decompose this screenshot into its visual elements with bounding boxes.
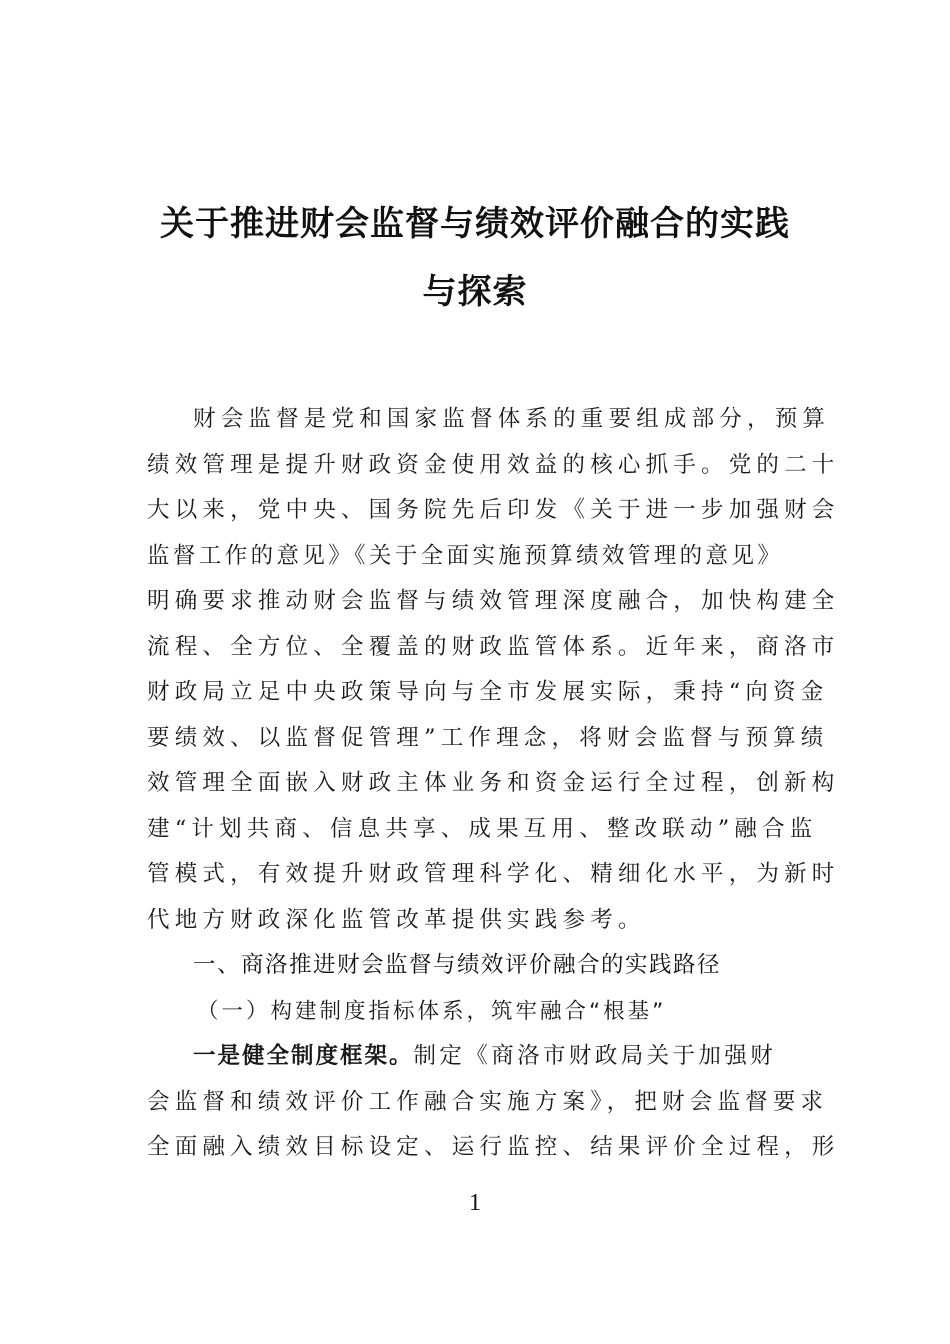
document-body	[147, 397, 840, 1171]
paragraph-2-line	[147, 1034, 817, 1080]
paragraph-1-line: 监督工作的意见》《关于全面实施预算绩效管理的意见》	[147, 542, 784, 569]
paragraph-1-line: 管模式，有效提升财政管理科学化、精细化水平，为新时	[147, 861, 840, 887]
paragraph-1-line: 绩效管理是提升财政资金使用效益的核心抓手。党的二十	[147, 451, 840, 478]
paragraph-2-lead: 一是健全制度框架。	[193, 1043, 414, 1069]
paragraph-1-line: 建“计划共商、信息共享、成果互用、整改联动”融合监	[147, 815, 818, 842]
section-heading-2: （一）构建制度指标体系，筑牢融合“根基”	[197, 998, 667, 1024]
paragraph-2-line: 会监督和绩效评价工作融合实施方案》，把财会监督要求	[147, 1088, 829, 1115]
document-title-line-2: 与探索	[422, 272, 528, 312]
paragraph-1-line: 流程、全方位、全覆盖的财政监管体系。近年来，商洛市	[147, 633, 840, 660]
document-title-line-1: 关于推进财会监督与绩效评价融合的实践	[160, 204, 790, 244]
paragraph-1-line: 财政局立足中央政策导向与全市发展实际，秉持“向资金	[147, 679, 829, 705]
paragraph-2-line: 全面融入绩效目标设定、运行监控、结果评价全过程，形	[147, 1134, 840, 1160]
paragraph-2-line-1-text: 制定《商洛市财政局关于加强财	[413, 1043, 777, 1069]
paragraph-1-line: 财会监督是党和国家监督体系的重要组成部分，预算	[193, 406, 831, 432]
paragraph-1-line: 明确要求推动财会监督与绩效管理深度融合，加快构建全	[147, 588, 840, 614]
page-number: 1	[469, 1190, 481, 1216]
paragraph-1-line: 效管理全面嵌入财政主体业务和资金运行全过程，创新构	[147, 770, 840, 796]
paragraph-1-line: 大以来，党中央、国务院先后印发《关于进一步加强财会	[147, 497, 840, 523]
section-heading-1: 一、商洛推进财会监督与绩效评价融合的实践路径	[193, 952, 722, 978]
paragraph-1-line: 要绩效、以监督促管理”工作理念，将财会监督与预算绩	[147, 724, 829, 751]
paragraph-1-line: 代地方财政深化监管改革提供实践参考。	[147, 906, 646, 933]
